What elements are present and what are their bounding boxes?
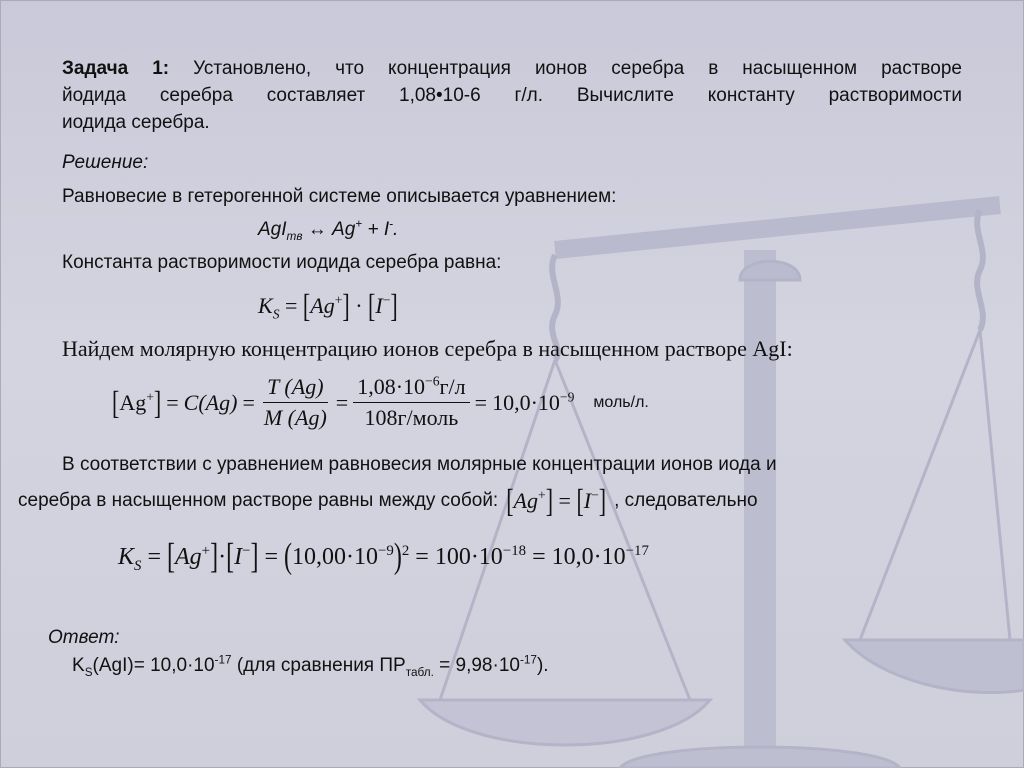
final-k-sub: S bbox=[134, 557, 142, 574]
ks-bracket-close-1: ] bbox=[342, 286, 350, 324]
reaction-lhs: AgI bbox=[258, 219, 287, 240]
equal-cation-charge: + bbox=[538, 487, 546, 503]
molar-formula bbox=[112, 374, 649, 431]
equilibrium-intro: Равновесие в гетерогенной системе описывается уравнением: bbox=[62, 186, 617, 207]
molar-cation: Ag bbox=[119, 389, 147, 415]
equal-bracket-open-1: [ bbox=[506, 481, 514, 519]
reaction-plus: + bbox=[367, 219, 379, 240]
task-text-1: Установлено, что концентрация ионов серебра в насыщенном растворе bbox=[193, 58, 962, 79]
answer-formula: (AgI)= 10,0·10 bbox=[92, 655, 215, 676]
fraction-t-over-m bbox=[260, 374, 331, 431]
equal-line-1: В соответствии с уравнением равновесия молярные концентрации ионов иода и bbox=[62, 454, 777, 475]
fraction-m-denominator: M (Ag) bbox=[263, 405, 327, 430]
molar-eq-4: = bbox=[474, 389, 488, 415]
equal-anion: I bbox=[583, 488, 592, 513]
answer-compare-sub: табл. bbox=[405, 665, 434, 679]
final-eq-3: = bbox=[415, 544, 429, 570]
final-eq-4: = bbox=[532, 544, 546, 570]
numerator-unit: г/л bbox=[439, 374, 466, 399]
reaction-anion-charge: - bbox=[389, 217, 394, 231]
final-dot: · bbox=[218, 544, 227, 570]
fraction-t-numerator: T (Ag) bbox=[263, 374, 327, 403]
equal-eq: = bbox=[558, 488, 571, 513]
final-inner-exp: −9 bbox=[378, 543, 394, 559]
final-bracket-open-1: [ bbox=[167, 537, 175, 577]
ks-bracket-open-1: [ bbox=[302, 286, 311, 324]
final-bracket-close-2: ] bbox=[250, 537, 259, 577]
final-v2: 10,0·10 bbox=[551, 544, 626, 570]
equal-bracket-open-2: [ bbox=[576, 481, 584, 519]
ks-cation: Ag bbox=[310, 293, 335, 318]
final-eq-2: = bbox=[264, 544, 278, 570]
ks-dot: · bbox=[355, 293, 363, 318]
molar-result-exp: −9 bbox=[559, 389, 575, 405]
molar-unit: моль/л. bbox=[593, 393, 649, 411]
answer-k-sub: S bbox=[84, 665, 93, 679]
answer-compare-exp: -17 bbox=[519, 653, 537, 667]
molar-result: 10,0·10 bbox=[492, 389, 560, 415]
ks-bracket-close-2: ] bbox=[390, 286, 398, 324]
final-v1-exp: −18 bbox=[502, 543, 527, 559]
ks-anion: I bbox=[375, 293, 383, 318]
ks-cation-charge: + bbox=[334, 292, 343, 308]
ks-anion-charge: − bbox=[382, 292, 391, 308]
ks-bracket-open-2: [ bbox=[368, 286, 376, 324]
fraction-value-denominator: 108г/моль bbox=[364, 405, 459, 430]
answer-compare-value: = 9,98·10 bbox=[433, 655, 520, 676]
equal-tail: , следовательно bbox=[614, 490, 758, 511]
final-anion-charge: − bbox=[242, 543, 251, 559]
fraction-value-numerator bbox=[353, 374, 469, 403]
answer-line bbox=[72, 655, 549, 677]
equal-formula bbox=[506, 481, 607, 519]
reaction-anion: I bbox=[383, 219, 390, 240]
final-bracket-close-1: ] bbox=[210, 537, 219, 577]
task-line-2: йодида серебра составляет 1,08•10-6 г/л. Вычислите константу растворимости bbox=[62, 85, 962, 106]
molar-eq-2: = bbox=[242, 389, 255, 415]
equal-bracket-close-1: ] bbox=[545, 481, 554, 519]
molar-bracket-open: [ bbox=[112, 383, 120, 421]
answer-k: K bbox=[72, 655, 85, 676]
task-line-1 bbox=[62, 58, 962, 80]
fraction-values bbox=[353, 374, 469, 431]
answer-compare: (для сравнения ПР bbox=[231, 655, 406, 676]
equal-line-2 bbox=[18, 481, 758, 519]
numerator-value: 1,08·10 bbox=[357, 374, 426, 399]
final-inner: 10,00·10 bbox=[292, 544, 378, 570]
solution-heading: Решение: bbox=[62, 152, 149, 173]
final-formula bbox=[118, 537, 649, 577]
final-v2-exp: −17 bbox=[625, 543, 649, 559]
equal-text: серебра в насыщенном растворе равны между собой: bbox=[18, 490, 499, 511]
final-paren-open: ( bbox=[284, 537, 292, 577]
reaction-equation bbox=[258, 219, 398, 241]
ks-eq: = bbox=[285, 293, 298, 318]
answer-exp: -17 bbox=[214, 653, 232, 667]
ks-k: K bbox=[258, 293, 273, 318]
answer-heading: Ответ: bbox=[48, 627, 120, 648]
final-k: K bbox=[118, 544, 135, 570]
task-label: Задача 1: bbox=[62, 58, 170, 79]
final-cation: Ag bbox=[175, 544, 202, 570]
equal-bracket-close-2: ] bbox=[598, 481, 607, 519]
reaction-cation-charge: + bbox=[355, 217, 363, 231]
task-line-3: иодида серебра. bbox=[62, 112, 210, 133]
final-v1: 100·10 bbox=[434, 544, 503, 570]
reaction-cation: Ag bbox=[332, 219, 356, 240]
final-paren-close: ) bbox=[393, 537, 402, 577]
molar-intro: Найдем молярную концентрацию ионов серебра в насыщенном растворе AgI: bbox=[62, 336, 793, 361]
molar-eq-1: = bbox=[166, 389, 179, 415]
molar-bracket-close: ] bbox=[153, 383, 162, 421]
equal-cation: Ag bbox=[513, 488, 538, 513]
final-bracket-open-2: [ bbox=[226, 537, 235, 577]
final-eq-1: = bbox=[147, 544, 161, 570]
equal-anion-charge: − bbox=[591, 487, 599, 503]
molar-eq-3: = bbox=[335, 389, 349, 415]
final-power: 2 bbox=[401, 543, 410, 559]
reaction-arrow: ↔ bbox=[307, 219, 327, 240]
answer-end: ). bbox=[536, 655, 549, 676]
molar-c-arg: (Ag) bbox=[198, 389, 238, 415]
final-anion: I bbox=[234, 544, 243, 570]
molar-cation-charge: + bbox=[146, 389, 154, 405]
final-cation-charge: + bbox=[201, 543, 211, 559]
molar-c: C bbox=[183, 389, 199, 415]
ks-k-sub: S bbox=[272, 306, 280, 322]
ks-intro: Константа растворимости иодида серебра равна: bbox=[62, 252, 502, 273]
reaction-lhs-sub: тв bbox=[286, 229, 303, 243]
numerator-exp: −6 bbox=[425, 373, 440, 389]
ks-formula bbox=[258, 286, 398, 324]
reaction-end: . bbox=[393, 219, 399, 240]
